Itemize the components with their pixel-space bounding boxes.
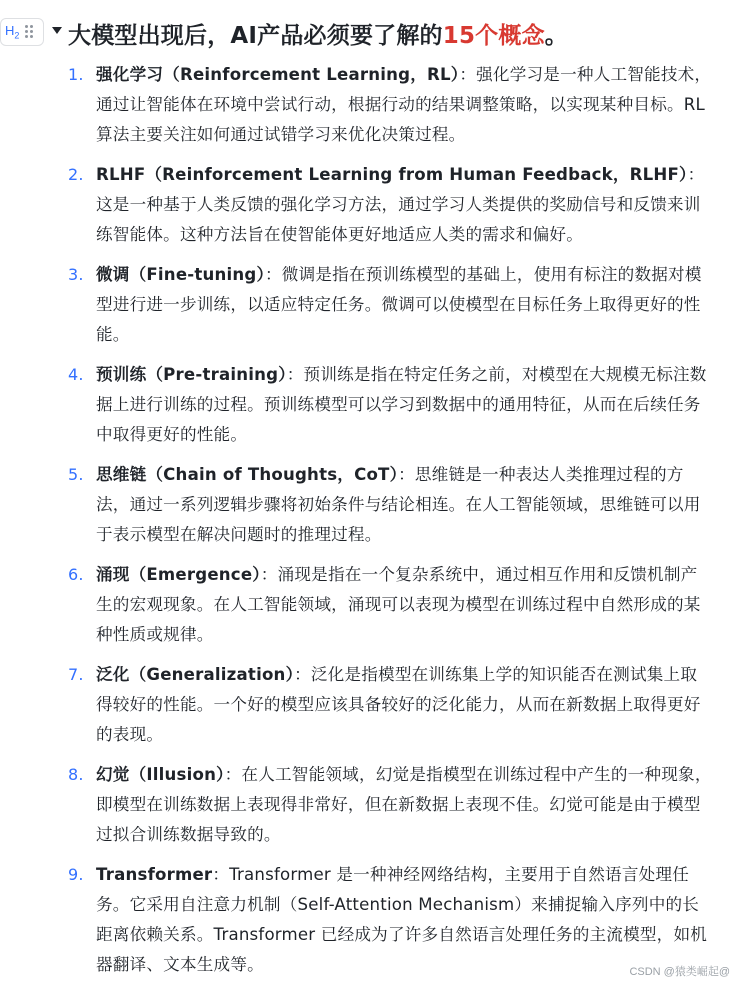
list-item-number: 8. <box>68 765 84 784</box>
list-item-desc: ：这是一种基于人类反馈的强化学习方法，通过学习人类提供的奖励信号和反馈来训练智能体。这种方法旨在使智能体更好地适应人类的需求和偏好。 <box>96 165 705 244</box>
h2-icon <box>5 23 19 41</box>
list-item <box>0 660 740 750</box>
list-item-term: 幻觉（Illusion） <box>96 765 225 784</box>
list-item-desc: ：微调是指在预训练模型的基础上，使用有标注的数据对模型进行进一步训练，以适应特定任务。微调可以使模型在目标任务上取得更好的性能。 <box>96 265 702 344</box>
list-item-desc: ：在人工智能领域，幻觉是指模型在训练过程中产生的一种现象，即模型在训练数据上表现得非常好，但在新数据上表现不佳。幻觉可能是由于模型过拟合训练数据导致的。 <box>96 765 712 844</box>
title-prefix: 大模型出现后，AI产品必须要了解的 <box>68 23 443 49</box>
list-item-term: RLHF（Reinforcement Learning from Human Feedback，RLHF） <box>96 165 688 184</box>
list-item-desc: ：预训练是指在特定任务之前，对模型在大规模无标注数据上进行训练的过程。预训练模型可以学习到数据中的通用特征，从而在后续任务中取得更好的性能。 <box>96 365 707 444</box>
list-item-desc: ：思维链是一种表达人类推理过程的方法，通过一系列逻辑步骤将初始条件与结论相连。在人工智能领域，思维链可以用于表示模型在解决问题时的推理过程。 <box>96 465 701 544</box>
list-item-term: 强化学习（Reinforcement Learning，RL） <box>96 65 460 84</box>
list-item-term: 微调（Fine-tuning） <box>96 265 265 284</box>
list-item-desc: ：涌现是指在一个复杂系统中，通过相互作用和反馈机制产生的宏观现象。在人工智能领域，涌现可以表现为模型在训练过程中自然形成的某种性质或规律。 <box>96 565 701 644</box>
title-highlight: 15个概念 <box>442 23 545 49</box>
list-item-number: 4. <box>68 365 84 384</box>
list-item <box>0 460 740 550</box>
list-item-number: 9. <box>68 865 84 884</box>
page-title <box>68 17 568 50</box>
collapse-triangle-icon[interactable] <box>52 27 62 34</box>
watermark: CSDN @猿类崛起@ <box>629 966 730 978</box>
list-item-number: 1. <box>68 65 84 84</box>
list-item <box>0 260 740 350</box>
list-item <box>0 60 740 150</box>
list-item-number: 3. <box>68 265 84 284</box>
h2-letter: H <box>5 23 15 39</box>
list-item-desc: ：强化学习是一种人工智能技术，通过让智能体在环境中尝试行动，根据行动的结果调整策略，以实现某种目标。RL 算法主要关注如何通过试错学习来优化决策过程。 <box>96 65 712 144</box>
h2-level: 2 <box>14 30 20 41</box>
list-item <box>0 860 740 980</box>
list-item-number: 6. <box>68 565 84 584</box>
list-item-term: 思维链（Chain of Thoughts，CoT） <box>96 465 399 484</box>
list-item <box>0 560 740 650</box>
list-item-number: 7. <box>68 665 84 684</box>
list-item <box>0 160 740 250</box>
list-item-desc: ：Transformer 是一种神经网络结构，主要用于自然语言处理任务。它采用自注意力机制（Self-Attention Mechanism）来捕捉输入序列中的长距离依赖关系。Transformer 已经成为了许多自然语言处理任务的主流模型，如机器翻译、文本生成等。 <box>96 865 708 974</box>
list-item <box>0 760 740 850</box>
list-item-term: 涌现（Emergence） <box>96 565 261 584</box>
list-item <box>0 360 740 450</box>
list-item-term: 预训练（Pre-training） <box>96 365 287 384</box>
list-item-number: 2. <box>68 165 84 184</box>
list-item-term: 泛化（Generalization） <box>96 665 295 684</box>
drag-handle-icon[interactable] <box>25 25 33 39</box>
list-item-desc: ：泛化是指模型在训练集上学的知识能否在测试集上取得较好的性能。一个好的模型应该具备较好的泛化能力，从而在新数据上取得更好的表现。 <box>96 665 701 744</box>
list-item-number: 5. <box>68 465 84 484</box>
title-suffix: 。 <box>544 23 568 49</box>
heading-block-tag[interactable] <box>0 18 44 46</box>
list-item-term: Transformer <box>96 865 213 884</box>
concept-list <box>0 60 740 990</box>
